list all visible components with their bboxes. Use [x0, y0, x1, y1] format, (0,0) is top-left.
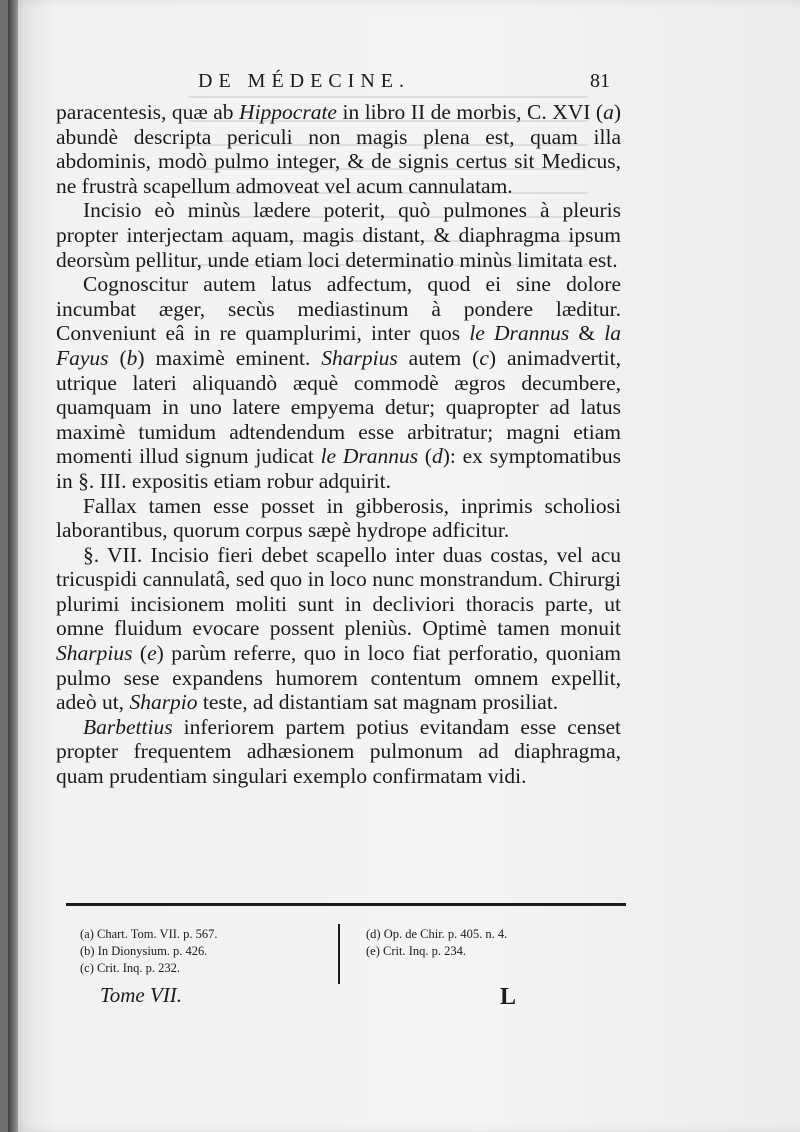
page-gutter-shadow — [8, 0, 18, 1132]
footnote: (e) Crit. Inq. p. 234. — [366, 944, 466, 958]
paragraph: Fallax tamen esse posset in gibberosis, inprimis scholiosi laborantibus, quorum corpus sæpè hydrope adficitur. — [56, 493, 621, 543]
book-page — [8, 0, 800, 1132]
running-head: DE MÉDECINE. — [198, 70, 410, 92]
footnote: (a) Chart. Tom. VII. p. 567. — [80, 927, 218, 941]
paragraph: §. VII. Incisio fieri debet scapello inter duas costas, vel acu tricuspidi cannulatâ, sed quo in loco nunc monstrandum. Chirurgi plurimi incisionem moliti sunt in decliviori thoracis parte, ut omne fluidum evocare possent pleniùs. Optimè tamen monuit Sharpius (e) parùm referre, quo in loco fiat perforatio, quoniam pulmo sese expandens humorem contentum omnem expellit, adeò ut, Sharpio teste, ad distantiam sat magnam prosiliat. — [56, 542, 621, 715]
body-text — [56, 100, 621, 789]
volume-signature: Tome VII. — [100, 983, 183, 1007]
paragraph: Incisio eò minùs lædere poterit, quò pulmones à pleuris propter interjectam aquam, magis distant, & diaphragma ipsum deorsùm pellitur, unde etiam loci determinatio minùs limitata est. — [56, 198, 621, 272]
signature-mark: L — [500, 984, 517, 1010]
paragraph: Barbettius inferiorem partem potius evitandam esse censet propter frequentem adhæsionem pulmonum ad diaphragma, quam prudentiam singulari exemplo confirmatam vidi. — [56, 714, 621, 789]
footnote: (b) In Dionysium. p. 426. — [80, 944, 208, 958]
footnote-column-divider — [338, 924, 340, 984]
footnotes-right — [366, 926, 616, 960]
paragraph: Cognoscitur autem latus adfectum, quod ei sine dolore incumbat æger, secùs mediastinum à pondere læditur. Conveniunt eâ in re quamplurimi, inter quos le Drannus & la Fayus (b) maximè eminent. Sharpius autem (c) animadvertit, utrique lateri aliquandò æquè commodè ægros decumbere, quamquam in uno latere empyema detur; quapropter ad latus maximè tumidum adtendendum esse arbitratur; magni etiam momenti illud signum judicat le Drannus (d): ex symptomatibus in §. III. expositis etiam robur adquirit. — [56, 272, 621, 493]
footnotes-left — [80, 926, 330, 977]
footnote: (c) Crit. Inq. p. 232. — [80, 961, 180, 975]
paragraph: paracentesis, quæ ab Hippocrate in libro II de morbis, C. XVI (a) abundè descripta periculi non magis plena est, quam illa abdominis, modò pulmo integer, & de signis certus sit Medicus, ne frustrà scapellum admoveat vel acum cannulatam. — [56, 100, 621, 198]
footnote: (d) Op. de Chir. p. 405. n. 4. — [366, 927, 508, 941]
footnote-rule — [66, 903, 626, 906]
page-number: 81 — [590, 70, 610, 92]
